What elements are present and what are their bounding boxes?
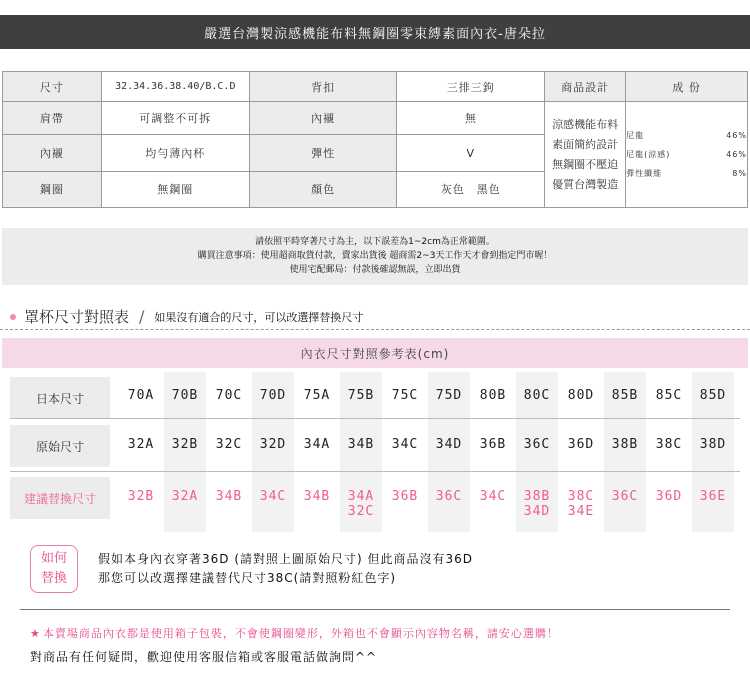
design-points xyxy=(545,102,626,208)
replace-size-value: 36C xyxy=(435,489,463,504)
cup-label: 內襯 xyxy=(3,135,102,171)
material-name: 尼龍 xyxy=(626,131,645,141)
japan-size-cell: 75B xyxy=(347,388,375,403)
replace-size-cell xyxy=(516,489,558,533)
row-divider xyxy=(10,418,740,419)
replace-size-label: 建議替換尺寸 xyxy=(10,477,110,519)
example-line: 假如本身內衣穿著36D (請對照上圖原始尺寸) 但此商品沒有36D xyxy=(98,552,474,566)
japan-size-cell: 70D xyxy=(259,388,287,403)
star-icon: ★ xyxy=(30,627,41,640)
replace-size-cell xyxy=(692,489,734,533)
dashed-divider xyxy=(0,329,750,330)
original-size-cell: 32A xyxy=(127,437,155,452)
original-size-cell: 32B xyxy=(171,437,199,452)
original-size-cell: 36D xyxy=(567,437,595,452)
replace-size-cell xyxy=(120,489,162,533)
material-pct: 46% xyxy=(726,150,747,160)
japan-size-cell: 85D xyxy=(699,388,727,403)
packaging-notice xyxy=(30,625,559,641)
replace-size-value: 32B xyxy=(127,489,155,504)
replace-size-value: 34E xyxy=(567,504,595,519)
row-divider xyxy=(10,471,740,472)
wire-value: 無鋼圈 xyxy=(101,171,249,207)
replace-size-value: 34C xyxy=(259,489,287,504)
replace-size-cell xyxy=(296,489,338,533)
design-label: 商品設計 xyxy=(545,72,626,102)
japan-size-cell: 80D xyxy=(567,388,595,403)
japan-size-cell: 75A xyxy=(303,388,331,403)
notice-box xyxy=(2,228,748,285)
badge-text: 替換 xyxy=(40,571,67,586)
replace-size-value: 32C xyxy=(347,504,375,519)
material-row xyxy=(626,145,747,164)
section-subtitle: 如果沒有適合的尺寸，可以改選擇替換尺寸 xyxy=(154,310,364,324)
contact-notice: 對商品有任何疑問，歡迎使用客服信箱或客服電話做詢問^^ xyxy=(30,650,378,664)
strap-label: 肩帶 xyxy=(3,102,102,135)
replace-size-cell xyxy=(428,489,470,533)
japan-size-cell: 85C xyxy=(655,388,683,403)
replace-size-value: 36E xyxy=(699,489,727,504)
notice-line: 請依照平時穿著尺寸為主，以下誤差為1~2cm為正常範圍。 xyxy=(255,237,495,247)
original-size-cell: 36C xyxy=(523,437,551,452)
strap-value: 可調整不可拆 xyxy=(101,102,249,135)
replace-size-value: 38C xyxy=(567,489,595,504)
example-line: 那您可以改選擇建議替代尺寸38C(請對照粉紅色字) xyxy=(98,571,397,585)
original-size-cell: 38C xyxy=(655,437,683,452)
back-value: 三排三鉤 xyxy=(397,72,545,102)
design-point: 無鋼圈不壓迫 xyxy=(552,157,619,171)
replace-size-cell xyxy=(208,489,250,533)
original-size-cell: 38D xyxy=(699,437,727,452)
design-point: 素面簡約設計 xyxy=(552,137,619,151)
packaging-notice-text: 本賣場商品內衣都是使用箱子包裝，不會使鋼圈變形，外箱也不會顯示內容物名稱，請安心選購！ xyxy=(42,627,559,640)
replace-size-value: 34C xyxy=(479,489,507,504)
original-size-cell: 32C xyxy=(215,437,243,452)
wire-label: 鋼圈 xyxy=(3,171,102,207)
japan-size-cell: 85B xyxy=(611,388,639,403)
original-size-cell: 36B xyxy=(479,437,507,452)
japan-size-cell: 70B xyxy=(171,388,199,403)
lining-value: 無 xyxy=(397,102,545,135)
replace-size-value: 38B xyxy=(523,489,551,504)
replace-size-value: 34B xyxy=(215,489,243,504)
japan-size-cell: 75D xyxy=(435,388,463,403)
example-block xyxy=(30,545,473,593)
back-label: 背扣 xyxy=(249,72,397,102)
size-label: 尺寸 xyxy=(3,72,102,102)
replace-size-value: 34B xyxy=(303,489,331,504)
replace-size-cell xyxy=(604,489,646,533)
original-size-cell: 34D xyxy=(435,437,463,452)
slash-divider: / xyxy=(139,307,145,326)
color-value: 灰色 黑色 xyxy=(397,171,545,207)
replace-size-value: 34A xyxy=(347,489,375,504)
material-list xyxy=(626,102,748,208)
design-point: 涼感機能布料 xyxy=(552,117,619,131)
japan-size-cell: 80C xyxy=(523,388,551,403)
replace-size-cell xyxy=(560,489,602,533)
japan-size-label: 日本尺寸 xyxy=(10,377,110,419)
how-to-badge xyxy=(30,545,78,593)
japan-size-cell: 75C xyxy=(391,388,419,403)
size-table-header: 內衣尺寸對照參考表(cm) xyxy=(2,338,748,368)
original-size-cell: 38B xyxy=(611,437,639,452)
replace-size-cell xyxy=(252,489,294,533)
notice-line: 購買注意事項：使用超商取貨付款，賣家出貨後 超商需2~3天工作天才會到指定門市喔！ xyxy=(197,251,553,261)
original-size-cell: 32D xyxy=(259,437,287,452)
design-point: 優質台灣製造 xyxy=(552,177,619,191)
elastic-value: V xyxy=(397,135,545,171)
elastic-label: 彈性 xyxy=(249,135,397,171)
japan-size-cell: 70C xyxy=(215,388,243,403)
example-text xyxy=(98,550,473,588)
japan-size-cell: 70A xyxy=(127,388,155,403)
replace-size-value: 36C xyxy=(611,489,639,504)
replace-size-cell xyxy=(384,489,426,533)
original-size-cell: 34A xyxy=(303,437,331,452)
notice-line: 使用宅配郵局：付款後確認無誤，立即出貨 xyxy=(289,265,461,275)
section-title: 罩杯尺寸對照表 xyxy=(24,308,130,326)
replace-size-cell xyxy=(164,489,206,533)
replace-size-value: 34D xyxy=(523,504,551,519)
section-heading xyxy=(10,306,363,327)
badge-text: 如何 xyxy=(40,551,67,566)
material-label: 成 份 xyxy=(626,72,748,102)
material-row xyxy=(626,164,747,183)
replace-size-value: 36B xyxy=(391,489,419,504)
material-pct: 46% xyxy=(726,131,747,141)
bullet-dot-icon xyxy=(10,314,16,320)
replace-size-cell xyxy=(648,489,690,533)
replace-size-cell xyxy=(472,489,514,533)
page-title: 嚴選台灣製涼感機能布料無鋼圈零束縛素面內衣-唐朵拉 xyxy=(0,15,750,49)
replace-size-value: 32A xyxy=(171,489,199,504)
original-size-label: 原始尺寸 xyxy=(10,425,110,467)
size-value: 32.34.36.38.40/B.C.D xyxy=(101,72,249,102)
color-label: 顏色 xyxy=(249,171,397,207)
material-name: 彈性纖維 xyxy=(626,169,663,179)
replace-size-cell xyxy=(340,489,382,533)
original-size-cell: 34C xyxy=(391,437,419,452)
japan-size-cell: 80B xyxy=(479,388,507,403)
footer-divider xyxy=(20,609,730,610)
material-name: 尼龍(涼感) xyxy=(626,150,671,160)
cup-value: 均勻薄內杯 xyxy=(101,135,249,171)
material-pct: 8% xyxy=(732,169,747,179)
spec-table xyxy=(2,71,748,208)
material-row xyxy=(626,126,747,145)
replace-size-value: 36D xyxy=(655,489,683,504)
original-size-cell: 34B xyxy=(347,437,375,452)
lining-label: 內襯 xyxy=(249,102,397,135)
